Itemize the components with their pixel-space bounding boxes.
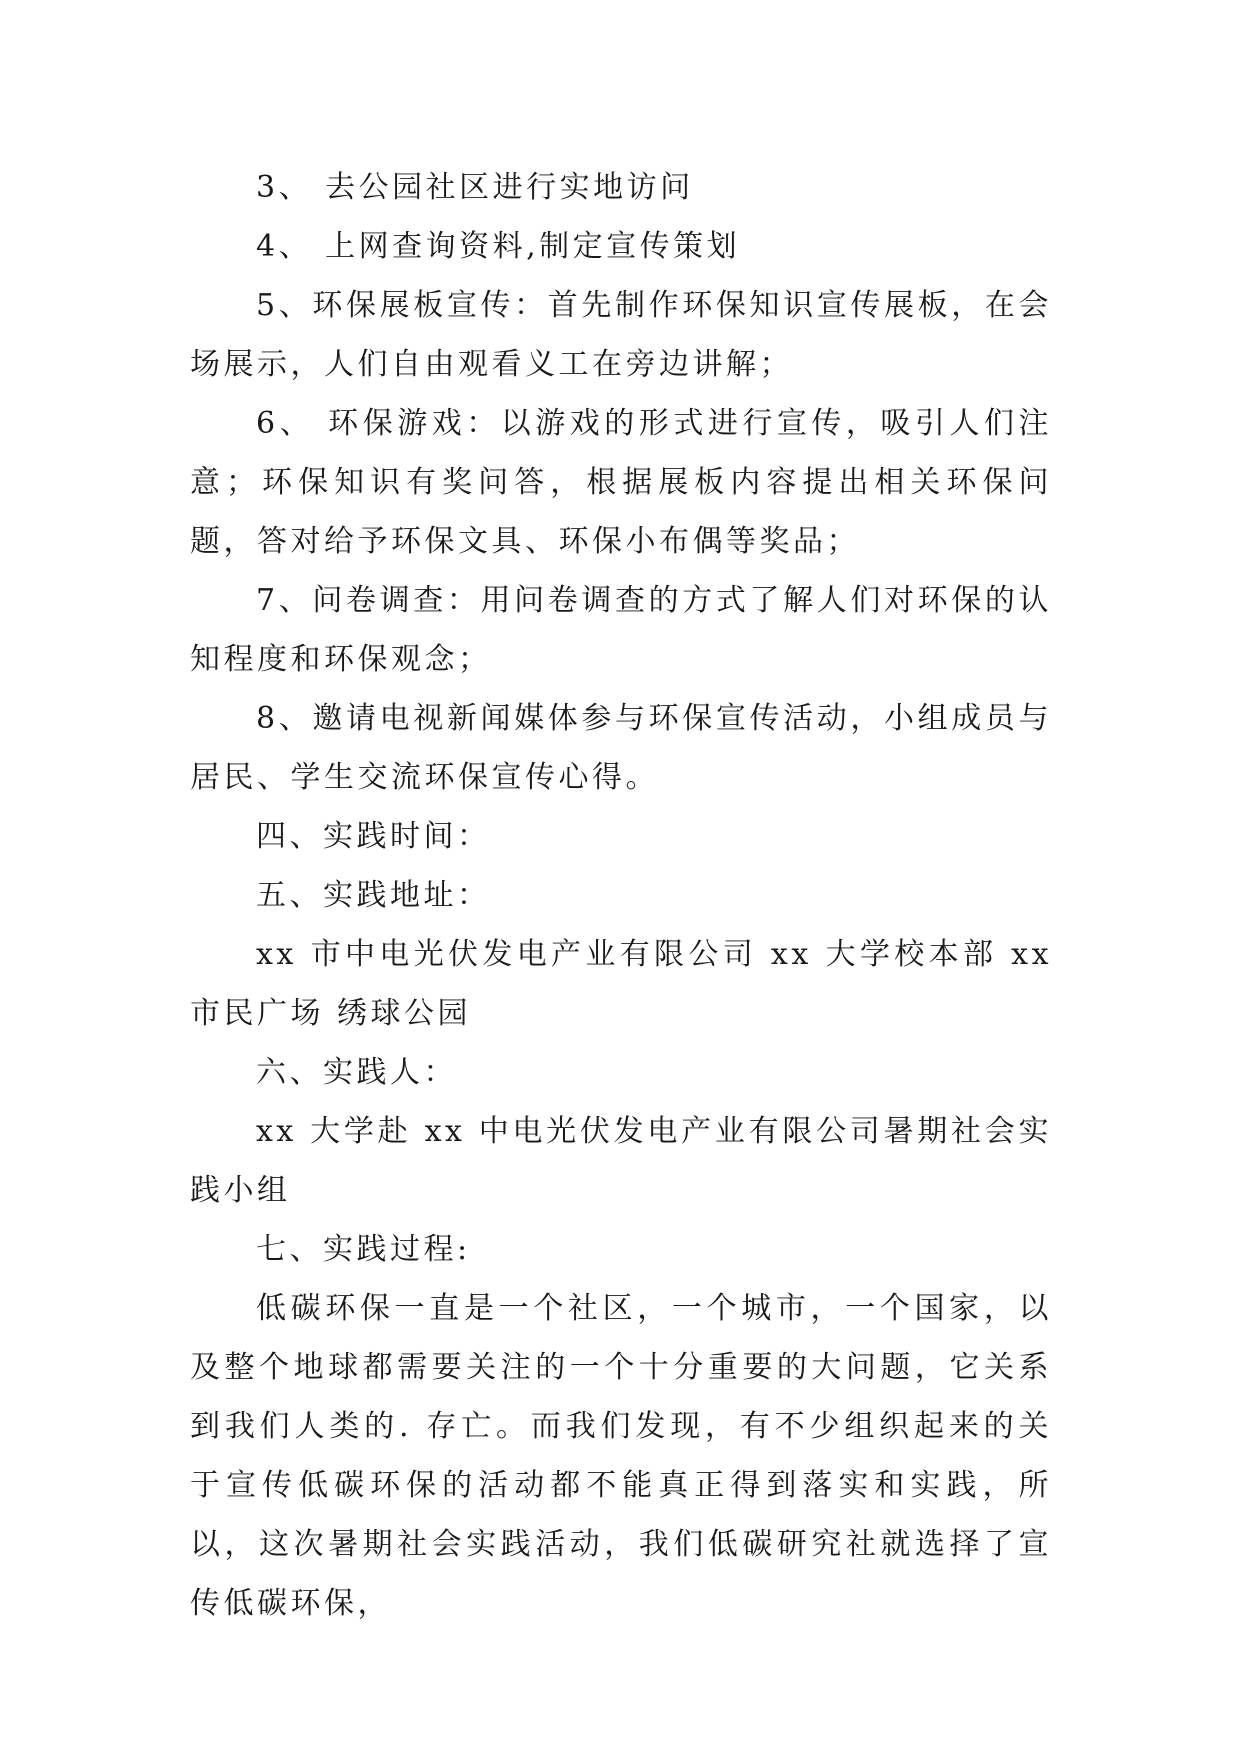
- participants-text: xx 大学赴 xx 中电光伏发电产业有限公司暑期社会实践小组: [190, 1114, 1052, 1208]
- section-heading-participants: 六、实践人：: [256, 1055, 457, 1090]
- list-item-display-board: 5、环保展板宣传：首先制作环保知识宣传展板，在会场展示，人们自由观看义工在旁边讲解；: [190, 288, 1052, 382]
- list-item-research: 4、 上网查询资料,制定宣传策划: [256, 229, 741, 264]
- section-heading-location: 五、实践地址：: [256, 878, 491, 913]
- section-heading-process: 七、实践过程:: [256, 1232, 471, 1267]
- location-text: xx 市中电光伏发电产业有限公司 xx 大学校本部 xx 市民广场 绣球公园: [190, 937, 1052, 1031]
- list-item-survey: 7、问卷调查：用问卷调查的方式了解人们对环保的认知程度和环保观念；: [190, 583, 1052, 677]
- section-heading-time: 四、实践时间：: [256, 819, 491, 854]
- document-body: [190, 158, 1052, 1633]
- list-item-games: 6、 环保游戏：以游戏的形式进行宣传，吸引人们注意；环保知识有奖问答，根据展板内容提出相关环保问题，答对给予环保文具、环保小布偶等奖品；: [190, 406, 1052, 559]
- list-item-media: 8、邀请电视新闻媒体参与环保宣传活动，小组成员与居民、学生交流环保宣传心得。: [190, 701, 1052, 795]
- list-item-visit: 3、 去公园社区进行实地访问: [256, 170, 694, 205]
- process-paragraph: 低碳环保一直是一个社区，一个城市，一个国家，以及整个地球都需要关注的一个十分重要的大问题，它关系到我们人类的. 存亡。而我们发现，有不少组织起来的关于宣传低碳环保的活动都不能真正得到落实和实践，所以，这次暑期社会实践活动，我们低碳研究社就选择了宣传低碳环保，: [190, 1291, 1052, 1621]
